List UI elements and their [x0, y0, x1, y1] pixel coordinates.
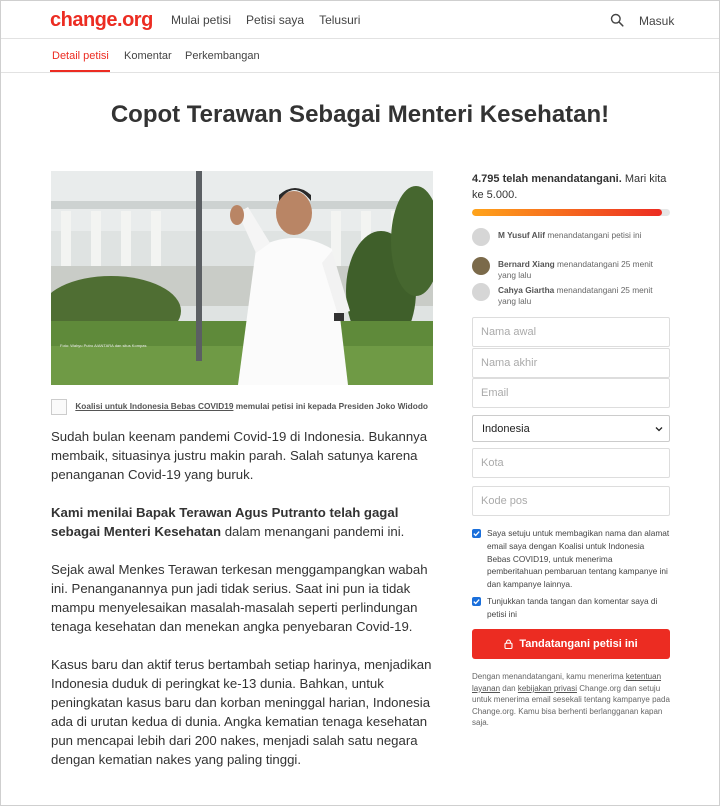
body-paragraph-2-rest: dalam menangani pandemi ini. [221, 524, 405, 539]
tab-comments[interactable]: Komentar [124, 50, 172, 62]
signer-action: menandatangani 25 menit yang lalu [498, 259, 653, 280]
signer-name: Cahya Giartha [498, 285, 555, 295]
photo-credit: Foto: Wahyu Putro A/ANTARA dan situs Kompas [60, 343, 147, 348]
avatar [472, 228, 490, 246]
signer-name: M Yusuf Alif [498, 230, 546, 240]
nav-browse[interactable]: Telusuri [319, 13, 361, 27]
first-name-input[interactable] [472, 317, 670, 347]
petition-title: Copot Terawan Sebagai Menteri Kesehatan! [110, 101, 610, 128]
search-icon[interactable] [610, 13, 624, 27]
decision-maker: Presiden Joko Widodo [338, 401, 428, 412]
fine-print-part-1: Dengan menandatangani, kamu menerima [472, 672, 626, 681]
petition-tabs [1, 39, 719, 73]
country-select-value: Indonesia [482, 423, 530, 435]
petition-hero-image [51, 171, 433, 385]
tab-updates[interactable]: Perkembangan [185, 50, 260, 62]
change-org-logo[interactable]: change.org [50, 9, 153, 31]
consent-checkbox-row [472, 527, 670, 591]
body-paragraph-4: Kasus baru dan aktif terus bertambah setiap harinya, menjadikan Indonesia duduk di peringkat ke-13 dunia. Bahkan, untuk peningkatan kasus baru dan korban meninggal harian, Indonesia ada di urutan kedua di dunia. Angka kematian tenaga kesehatan pun mencapai lebih dari 200 nakes, menjadi salah satu negara dengan kematian nakes yang paling tinggi. [51, 657, 432, 767]
checkmark-icon [472, 529, 481, 538]
sign-petition-button[interactable] [472, 629, 670, 659]
signer-action: menandatangani 25 menit yang lalu [498, 285, 653, 306]
chevron-down-icon [655, 425, 663, 433]
terms-of-service-link[interactable]: ketentuan layanan [472, 672, 662, 693]
tab-petition-details[interactable]: Detail petisi [52, 50, 109, 62]
avatar [472, 283, 490, 301]
country-select[interactable] [472, 415, 670, 442]
legal-fine-print [472, 671, 672, 729]
nav-my-petitions[interactable]: Petisi saya [246, 13, 305, 27]
signer-name: Bernard Xiang [498, 259, 555, 269]
fine-print-part-3: Change.org dan setuju untuk menerima email sesekali tentang kampanye pada Change.org. Kamu bisa berhenti berlangganan kapan saja. [472, 683, 670, 728]
email-input[interactable] [472, 378, 670, 408]
checkmark-icon [472, 597, 481, 606]
body-paragraph-2 [51, 503, 436, 541]
body-paragraph-3: Sejak awal Menkes Terawan terkesan menggampangkan wabah ini. Penanganannya pun jadi tidak serius. Saat ini pun ia tidak mampu menyelesaikan masalah-masalah seperti perlindungan tenaga kesehatan dan menekan angka penyebaran Covid-19. [51, 562, 428, 634]
show-signature-checkbox-row [472, 595, 670, 621]
sign-sidebar [472, 171, 670, 306]
postal-code-input[interactable] [472, 486, 670, 516]
last-name-input[interactable] [472, 348, 670, 378]
fine-print-part-2: dan [500, 683, 518, 693]
top-nav [1, 1, 719, 39]
signer-action: menandatangani petisi ini [545, 230, 642, 240]
show-signature-checkbox[interactable] [472, 597, 481, 606]
avatar [472, 257, 490, 275]
starter-avatar [51, 399, 67, 415]
nav-links [171, 13, 360, 27]
signature-progress-bar [472, 209, 670, 216]
show-signature-label: Tunjukkan tanda tangan dan komentar saya di petisi ini [487, 596, 658, 619]
starter-name-link[interactable]: Koalisi untuk Indonesia Bebas COVID19 [75, 401, 234, 412]
body-paragraph-1: Sudah bulan keenam pandemi Covid-19 di Indonesia. Bukannya membaik, situasinya justru makin parah. Salah satunya karena penanganan Covid-19 yang buruk. [51, 429, 428, 482]
signature-goal: Mari kita ke 5.000. [472, 173, 667, 201]
nav-start-petition[interactable]: Mulai petisi [171, 13, 232, 27]
signature-count-bold: 4.795 telah menandatangani. [472, 173, 622, 185]
consent-label: Saya setuju untuk membagikan nama dan alamat email saya dengan Koalisi untuk Indonesia Bebas COVID19, untuk menerima pemberitahuan pembaruan tentang kampanye ini dan kampanye lainnya. [487, 528, 670, 590]
privacy-policy-link[interactable]: kebijakan privasi [517, 683, 577, 693]
hero-illustration [51, 171, 433, 385]
petition-body [51, 427, 436, 788]
login-link[interactable]: Masuk [639, 14, 675, 28]
lock-icon [504, 639, 513, 649]
petition-starter [51, 399, 441, 415]
starter-middle-text: memulai petisi ini kepada [233, 401, 339, 412]
body-paragraph-2-bold: Kami menilai Bapak Terawan Agus Putranto telah gagal sebagai Menteri Kesehatan [51, 505, 399, 539]
active-tab-indicator [50, 70, 110, 72]
sign-petition-label: Tandatangani petisi ini [519, 638, 638, 650]
signature-count [472, 171, 670, 203]
signature-progress-fill [472, 209, 662, 216]
consent-checkbox[interactable] [472, 529, 481, 538]
city-input[interactable] [472, 448, 670, 478]
